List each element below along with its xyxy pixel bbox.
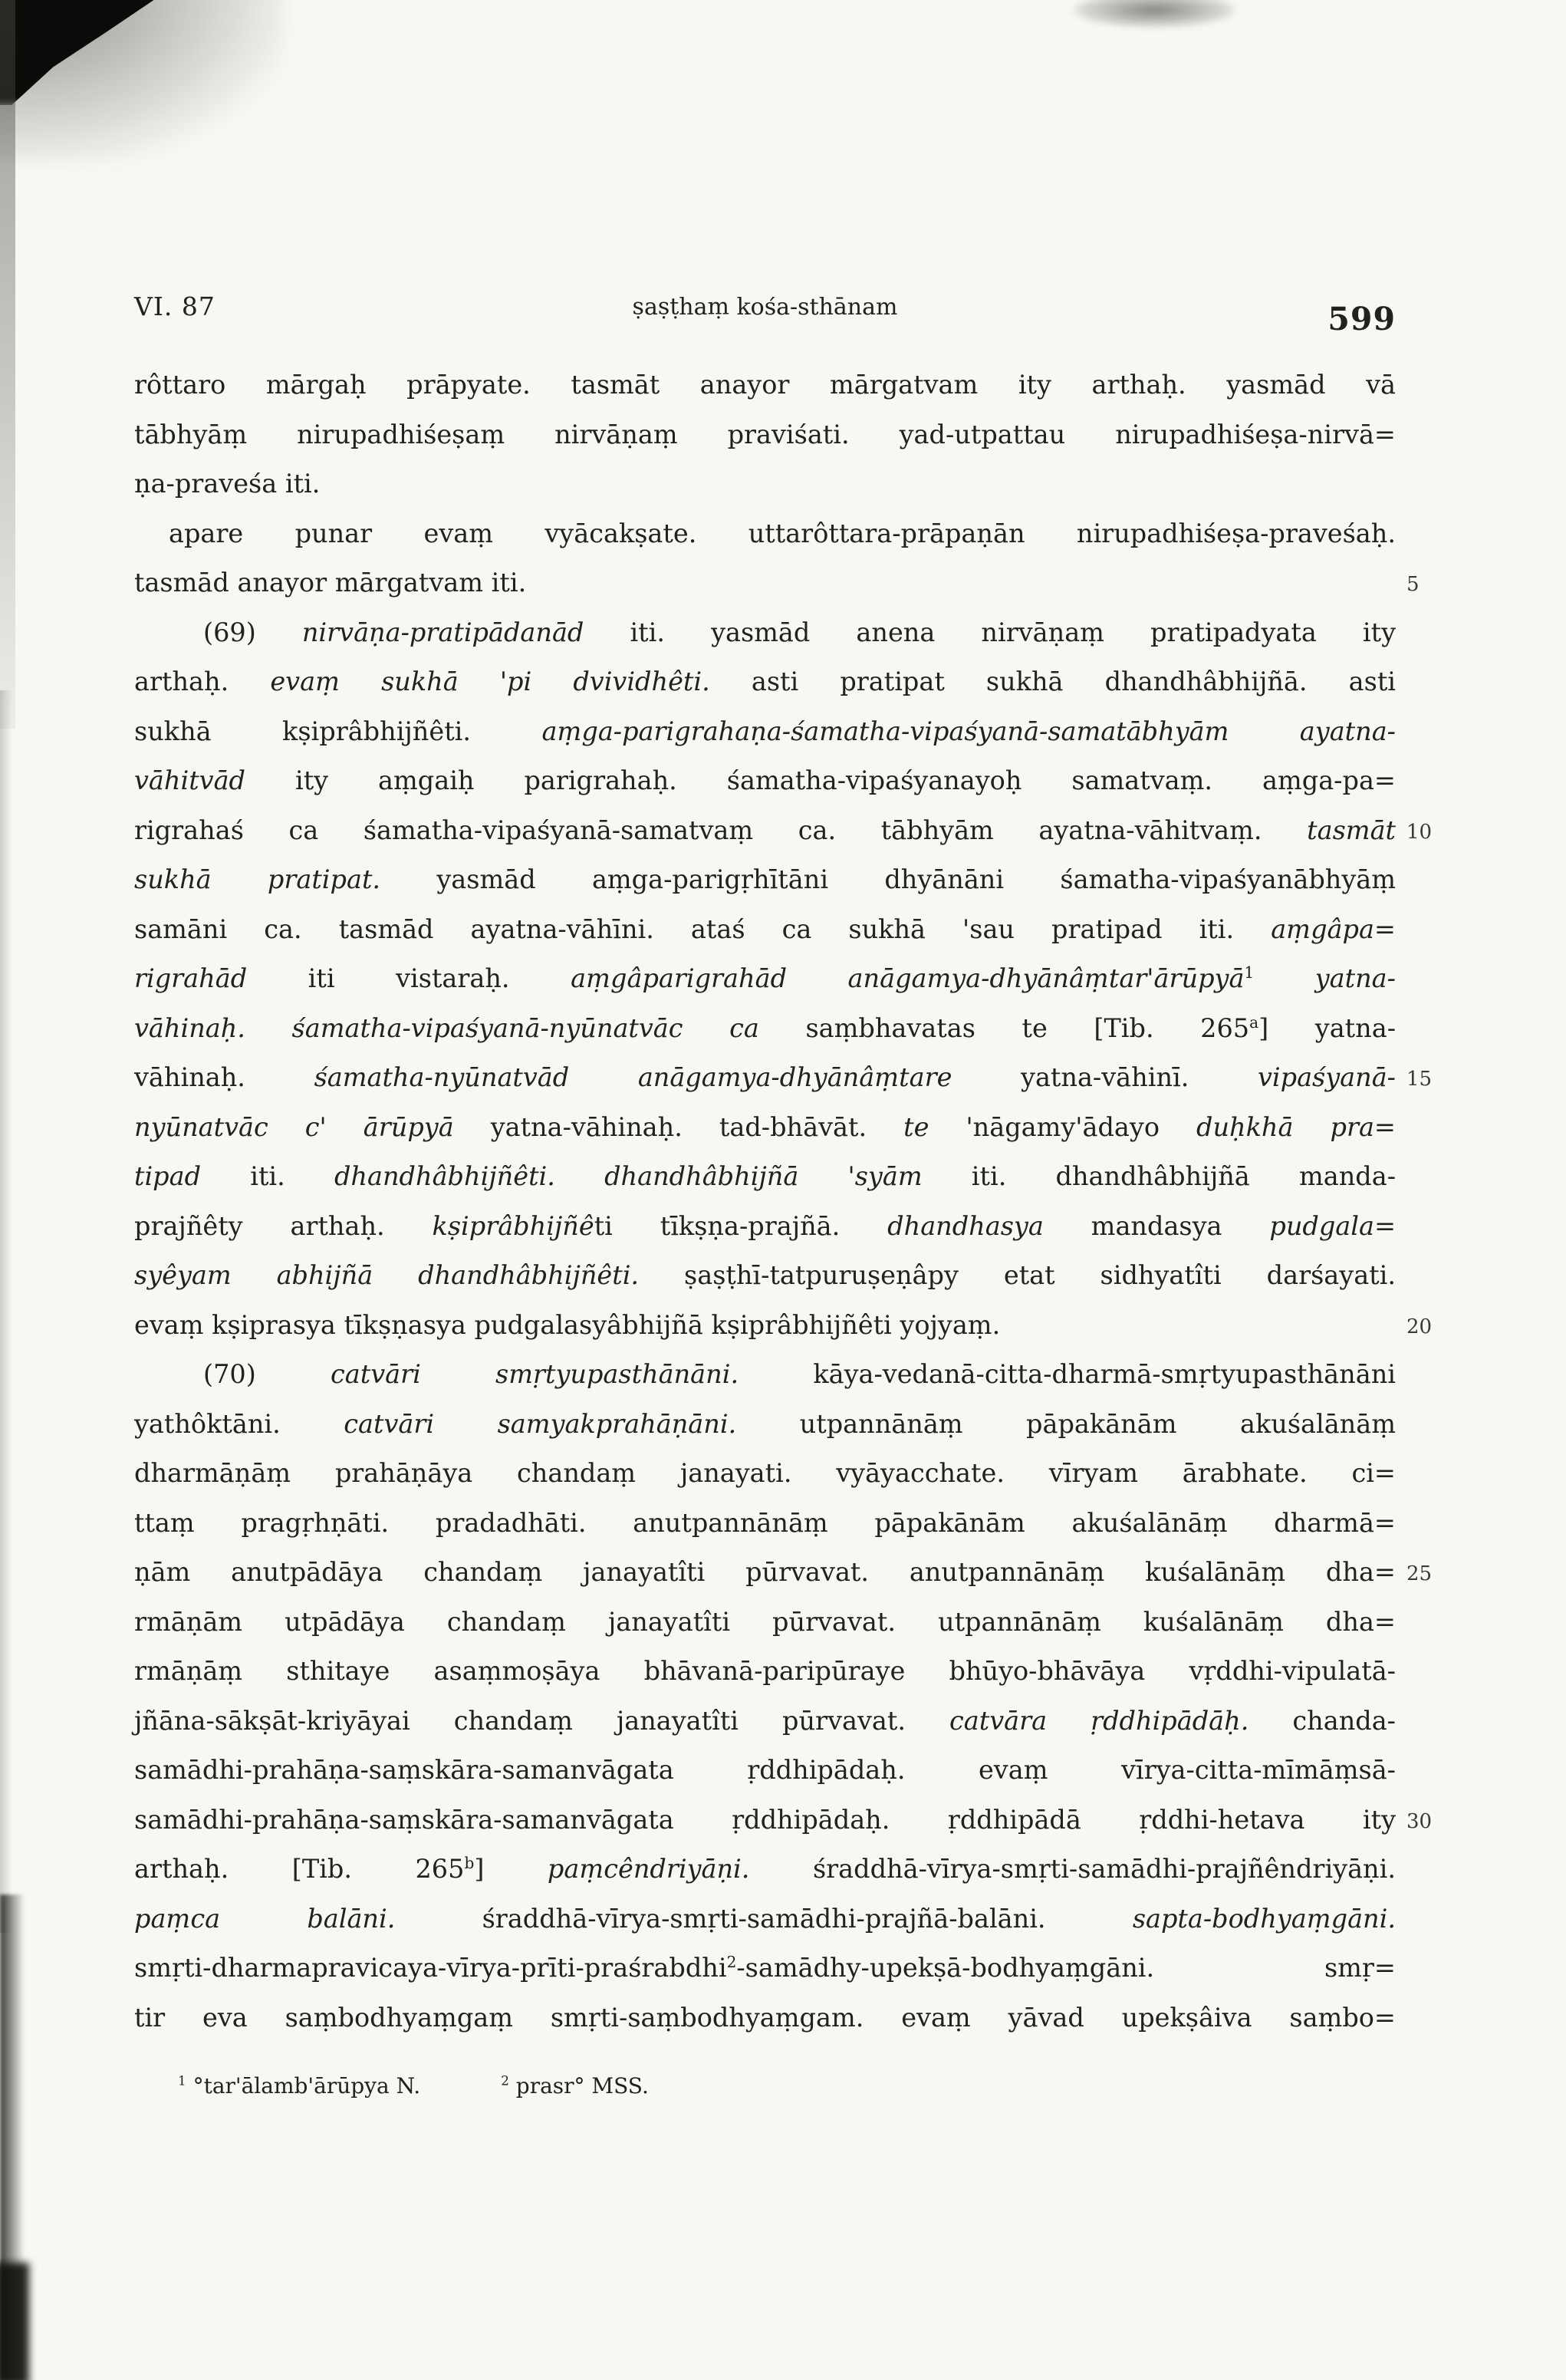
- italic-text-run: kṣiprâbhijñê: [432, 1210, 594, 1241]
- running-title: ṣaṣṭhaṃ kośa-sthānam: [632, 294, 898, 321]
- text-run: asti pratipat sukhā dhandhâbhijñā. asti: [709, 667, 1396, 696]
- text-block: [134, 360, 1433, 2043]
- superscript-note-marker: 1: [1244, 963, 1255, 982]
- text-line: [134, 558, 1420, 608]
- italic-text-run: evaṃ sukhā 'pi dvividhêti.: [270, 667, 710, 696]
- text-run: iti vistaraḥ.: [247, 963, 571, 993]
- superscript-note-marker: a: [1249, 1012, 1259, 1032]
- scan-artifact-top-right-smudge: [1074, 0, 1235, 28]
- scan-artifact-left-corner-bottom: [0, 2263, 29, 2380]
- text-run: mandasya: [1043, 1210, 1270, 1241]
- text-run: śraddhā-vīrya-smṛti-samādhi-prajñêndriyāṇi.: [749, 1854, 1396, 1884]
- scan-artifact-left-edge-mid: [0, 690, 12, 1933]
- text-run: evaṃ kṣiprasya tīkṣṇasya pudgalasyâbhijñā kṣiprâbhijñêti yojyaṃ.: [134, 1309, 1001, 1340]
- italic-text-run: te: [903, 1111, 929, 1142]
- page-number: 599: [1327, 301, 1396, 337]
- italic-text-run: dhandhâbhijñā 'syām: [604, 1161, 923, 1191]
- italic-text-run: catvāri samyakprahāṇāni.: [344, 1408, 737, 1439]
- italic-text-run: aṃgâpa=: [1271, 913, 1396, 944]
- italic-text-run: nirvāṇa-pratipādanād: [301, 617, 584, 647]
- text-line: [134, 1598, 1396, 1648]
- text-run: dharmāṇāṃ prahāṇāya chandaṃ janayati. vyāyacchate. vīryam ārabhate. ci=: [134, 1458, 1396, 1488]
- superscript-note-marker: 2: [726, 1952, 737, 1971]
- text-run: utpannānāṃ pāpakānām akuśalānāṃ: [736, 1408, 1396, 1439]
- text-run: iti. dhandhâbhijñā manda-: [922, 1161, 1397, 1191]
- text-run: rmāṇām utpādāya chandaṃ janayatîti pūrvavat. utpannānāṃ kuśalānāṃ dha=: [134, 1606, 1396, 1637]
- text-line: [134, 1993, 1396, 2043]
- text-line: [134, 1845, 1396, 1894]
- text-run: prajñêty arthaḥ.: [134, 1210, 433, 1241]
- text-run: arthaḥ.: [134, 667, 271, 696]
- margin-line-number: 25: [1406, 1562, 1433, 1585]
- italic-text-run: tasmāt: [1307, 815, 1396, 845]
- running-head: [134, 291, 1396, 341]
- text-run: ] yatna-: [1258, 1012, 1397, 1043]
- footnote: $^2$ prasr° MSS.: [501, 2072, 649, 2099]
- text-line: [134, 1746, 1396, 1796]
- text-run: vāhinaḥ.: [134, 1062, 314, 1092]
- italic-text-run: sapta-bodhyaṃgāni.: [1132, 1903, 1396, 1934]
- text-line: [134, 806, 1433, 856]
- text-run: iti. yasmād anena nirvāṇaṃ pratipadyata ity: [584, 617, 1397, 647]
- text-line: [134, 1944, 1396, 1993]
- footnote: $^1$ °tar'ālamb'ārūpya N.: [178, 2072, 421, 2099]
- italic-text-run: tipad: [134, 1161, 202, 1191]
- text-line: [134, 1647, 1396, 1697]
- footnotes: [178, 2071, 1328, 2102]
- text-run: sukhā kṣiprâbhijñêti.: [134, 716, 542, 746]
- text-line: [134, 1301, 1433, 1351]
- text-run: chanda-: [1249, 1705, 1396, 1736]
- text-run: ṇa-praveśa iti.: [134, 469, 321, 499]
- section-number: VI. 87: [134, 291, 215, 321]
- italic-text-run: catvāra ṛddhipādāḥ.: [949, 1705, 1249, 1736]
- italic-text-run: nyūnatvāc c' ārūpyā: [134, 1111, 454, 1142]
- text-line: [134, 1350, 1396, 1400]
- text-line: [134, 608, 1396, 658]
- text-line: [134, 707, 1396, 757]
- italic-text-run: syêyam abhijñā dhandhâbhijñêti.: [134, 1260, 640, 1290]
- italic-text-run: paṃca balāni.: [134, 1903, 396, 1934]
- text-run: ttaṃ pragṛhṇāti. pradadhāti. anutpannānāṃ pāpakānām akuśalānāṃ dharmā=: [134, 1507, 1396, 1538]
- italic-text-run: yatna-: [1254, 963, 1396, 993]
- text-run: iti.: [201, 1161, 334, 1191]
- text-line: [134, 1796, 1433, 1845]
- text-line: [134, 1202, 1396, 1252]
- italic-text-run: duḥkhā pra=: [1196, 1111, 1396, 1142]
- italic-text-run: aṃgâparigrahād anāgamya-dhyānâṃtar'ārūpyā: [571, 963, 1245, 993]
- italic-text-run: catvāri smṛtyupasthānāni.: [331, 1359, 739, 1389]
- text-run: arthaḥ. [Tib. 265: [134, 1854, 465, 1884]
- text-run: rmāṇāṃ sthitaye asaṃmoṣāya bhāvanā-paripūraye bhūyo-bhāvāya vṛddhi-vipulatā-: [134, 1656, 1396, 1686]
- italic-text-run: dhandhâbhijñêti.: [334, 1161, 555, 1191]
- text-line: [134, 1894, 1396, 1944]
- text-run: apare punar evaṃ vyācakṣate. uttarôttara-prāpaṇān nirupadhiśeṣa-praveśaḥ.: [169, 518, 1396, 548]
- italic-text-run: vāhitvād: [134, 765, 245, 795]
- text-line: [134, 1400, 1396, 1450]
- text-run: tir eva saṃbodhyaṃgaṃ smṛti-saṃbodhyaṃgam. evaṃ yāvad upekṣâiva saṃbo=: [134, 2002, 1396, 2033]
- text-run: 'nāgamy'ādayo: [929, 1111, 1197, 1142]
- text-line: [134, 410, 1396, 460]
- text-run: samāni ca. tasmād ayatna-vāhīni. ataś ca sukhā 'sau pratipad iti.: [134, 913, 1272, 944]
- text-run: śraddhā-vīrya-smṛti-samādhi-prajñā-balāni.: [395, 1903, 1133, 1934]
- text-run: tābhyāṃ nirupadhiśeṣaṃ nirvāṇaṃ praviśati. yad-utpattau nirupadhiśeṣa-nirvā=: [134, 419, 1396, 449]
- text-run: jñāna-sākṣāt-kriyāyai chandaṃ janayatîti pūrvavat.: [134, 1705, 949, 1736]
- text-run: ṣaṣṭhī-tatpuruṣeṇâpy etat sidhyatîti darśayati.: [639, 1260, 1396, 1290]
- text-line: [134, 657, 1396, 707]
- text-line: [134, 756, 1396, 806]
- text-run: -samādhy-upekṣā-bodhyaṃgāni. smṛ=: [736, 1953, 1396, 1983]
- text-line: [134, 1449, 1396, 1499]
- text-run: [555, 1161, 604, 1191]
- text-line: [134, 360, 1396, 410]
- text-line: [134, 1053, 1433, 1103]
- text-line: [134, 1004, 1396, 1054]
- italic-text-run: sukhā pratipat.: [134, 864, 381, 894]
- text-run: samādhi-prahāṇa-saṃskāra-samanvāgata ṛddhipādaḥ. ṛddhipādā ṛddhi-hetava ity: [134, 1804, 1396, 1835]
- superscript-note-marker: b: [464, 1853, 475, 1872]
- italic-text-run: paṃcêndriyāṇi.: [547, 1854, 750, 1884]
- text-run: ṇām anutpādāya chandaṃ janayatîti pūrvavat. anutpannānāṃ kuśalānāṃ dha=: [134, 1557, 1396, 1587]
- text-run: rôttaro mārgaḥ prāpyate. tasmāt anayor mārgatvam ity arthaḥ. yasmād vā: [134, 370, 1396, 400]
- text-line: [134, 855, 1396, 905]
- italic-text-run: rigrahād: [134, 963, 248, 993]
- text-run: tasmād anayor mārgatvam iti.: [134, 568, 527, 597]
- text-run: (69): [203, 617, 302, 647]
- text-line: [134, 1152, 1396, 1202]
- text-line: [134, 1103, 1396, 1153]
- italic-text-run: dhandhasya: [887, 1210, 1044, 1241]
- footnote-marker: 1: [178, 2072, 186, 2089]
- text-line: [134, 905, 1396, 955]
- text-run: smṛti-dharmapravicaya-vīrya-prīti-praśrabdhi: [134, 1953, 727, 1983]
- text-line: [134, 1548, 1433, 1598]
- text-line: [134, 459, 1396, 509]
- text-line: [134, 954, 1396, 1004]
- scan-artifact-left-edge-top: [0, 0, 15, 729]
- text-line: [134, 1697, 1396, 1746]
- text-line: [134, 509, 1396, 559]
- footnote-marker: 2: [501, 2072, 509, 2089]
- text-run: ity aṃgaiḥ parigrahaḥ. śamatha-vipaśyanayoḥ samatvaṃ. aṃga-pa=: [245, 765, 1396, 795]
- italic-text-run: vāhinaḥ. śamatha-vipaśyanā-nyūnatvāc ca: [134, 1012, 759, 1043]
- text-run: saṃbhavatas te [Tib. 265: [758, 1012, 1250, 1043]
- margin-line-number: 10: [1406, 820, 1433, 844]
- italic-text-run: aṃga-parigrahaṇa-śamatha-vipaśyanā-samatābhyām ayatna-: [541, 716, 1396, 746]
- text-run: yathôktāni.: [134, 1408, 344, 1439]
- text-run: samādhi-prahāṇa-saṃskāra-samanvāgata ṛddhipādaḥ. evaṃ vīrya-citta-mīmāṃsā-: [134, 1755, 1396, 1785]
- text-run: yatna-vāhinī.: [952, 1062, 1258, 1092]
- margin-line-number: 15: [1406, 1068, 1433, 1091]
- text-run: (70): [203, 1359, 331, 1389]
- text-run: yasmād aṃga-parigṛhītāni dhyānāni śamatha-vipaśyanābhyāṃ: [380, 864, 1396, 894]
- text-run: kāya-vedanā-citta-dharmā-smṛtyupasthānāni: [739, 1359, 1396, 1389]
- italic-text-run: śamatha-nyūnatvād anāgamya-dhyānâṃtare: [314, 1062, 952, 1092]
- text-line: [134, 1251, 1396, 1301]
- text-run: ti tīkṣṇa-prajñā.: [594, 1210, 888, 1241]
- margin-line-number: 30: [1406, 1809, 1433, 1833]
- text-line: [134, 1499, 1396, 1549]
- italic-text-run: pudgala=: [1269, 1210, 1397, 1241]
- italic-text-run: vipaśyanā-: [1257, 1062, 1396, 1092]
- margin-line-number: 20: [1406, 1315, 1433, 1338]
- text-run: yatna-vāhinaḥ. tad-bhāvāt.: [453, 1111, 904, 1142]
- text-run: rigrahaś ca śamatha-vipaśyanā-samatvaṃ ca. tābhyām ayatna-vāhitvaṃ.: [134, 815, 1308, 845]
- margin-line-number: 5: [1406, 573, 1420, 596]
- text-run: ]: [474, 1854, 548, 1884]
